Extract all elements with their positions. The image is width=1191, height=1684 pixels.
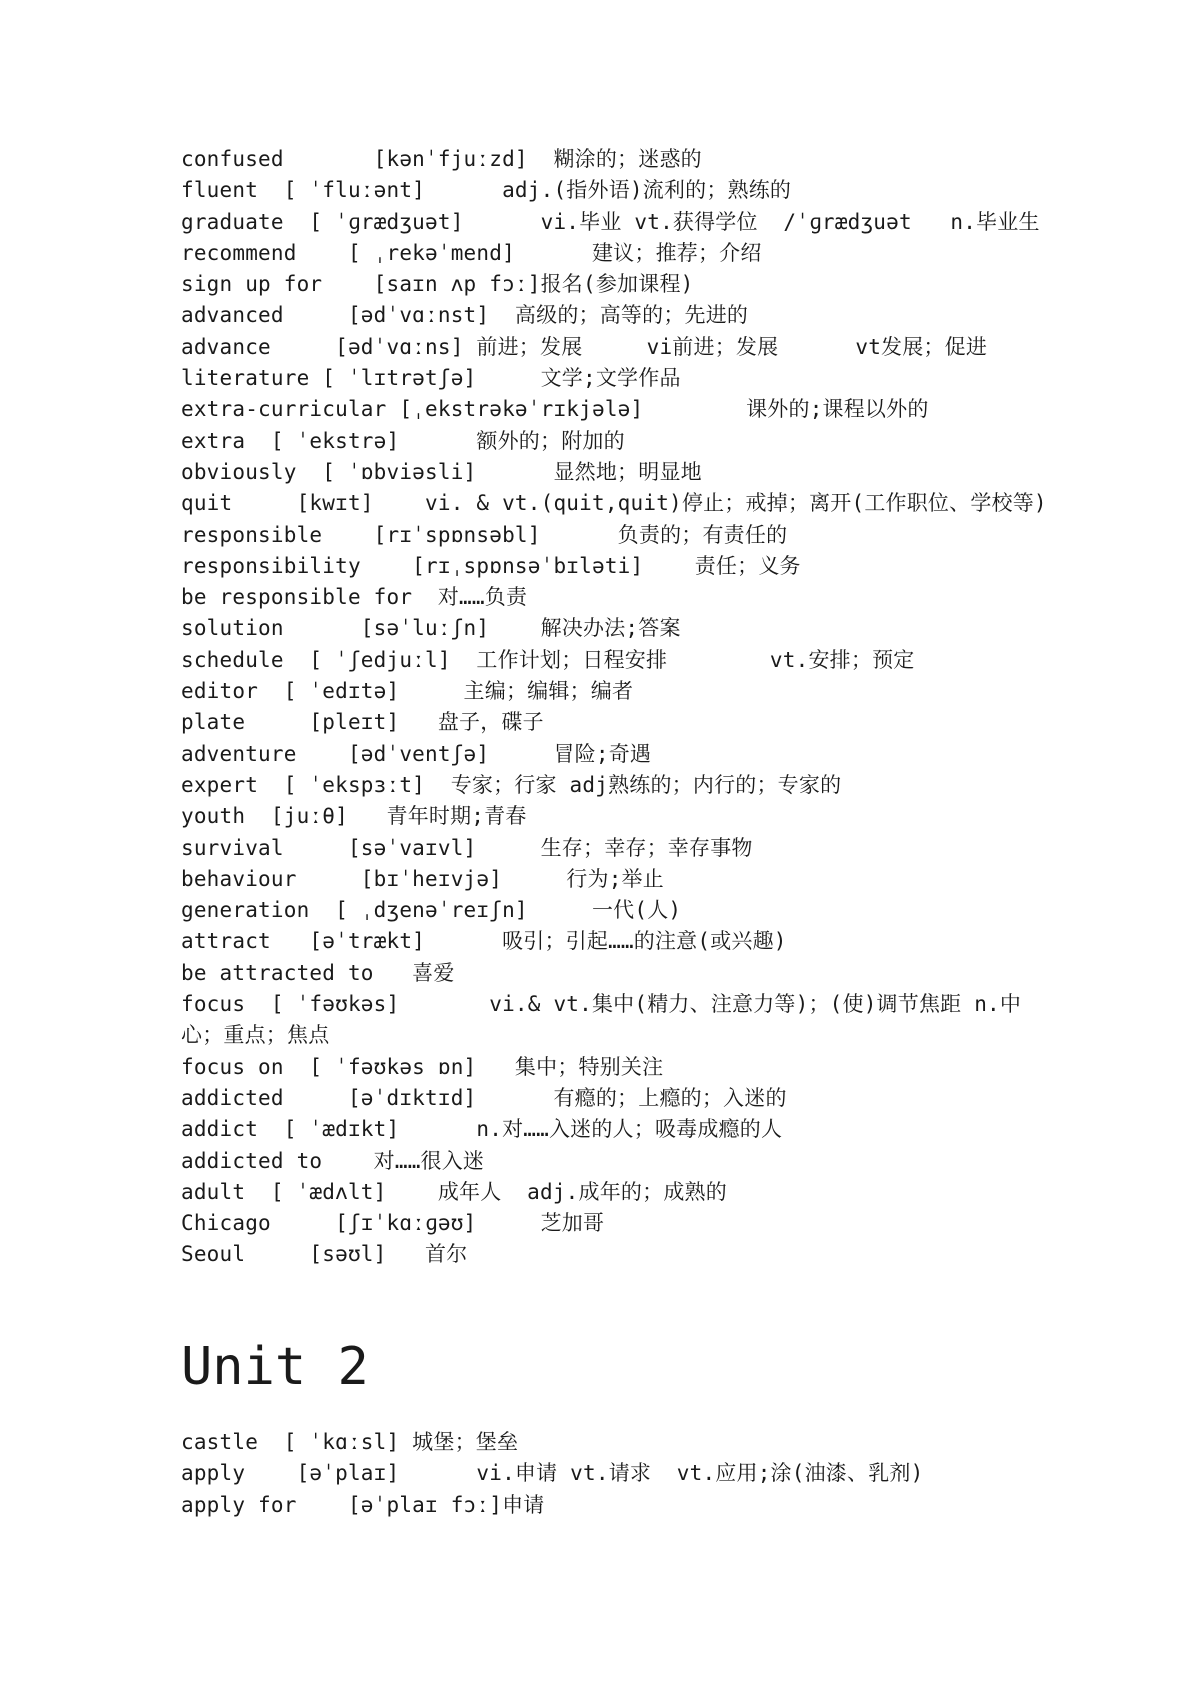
vocab-entry: addicted [əˈdɪktɪd] 有瘾的；上瘾的；入迷的 — [181, 1085, 787, 1110]
vocab-entry: youth [juːθ] 青年时期;青春 — [181, 804, 527, 829]
vocab-entry: survival [səˈvaɪvl] 生存；幸存；幸存事物 — [181, 835, 753, 860]
vocab-entry: extra [ ˈekstrə] 额外的；附加的 — [181, 428, 625, 453]
vocab-entry: focus [ ˈfəʊkəs] vi.& vt.集中(精力、注意力等)；(使)调节焦距 n.中心；重点；焦点 — [181, 992, 1022, 1048]
vocab-entry: responsible [rɪˈspɒnsəbl] 负责的；有责任的 — [181, 522, 788, 547]
vocab-entry: fluent [ ˈfluːənt] adj.(指外语)流利的；熟练的 — [181, 178, 792, 203]
vocab-entry: apply [əˈplaɪ] vi.申请 vt.请求 vt.应用;涂(油漆、乳剂) — [181, 1461, 924, 1486]
vocab-entry: behaviour [bɪˈheɪvjə] 行为;举止 — [181, 866, 664, 891]
vocab-entry: extra-curricular [ˌekstrəkəˈrɪkjələ] 课外的;课程以外的 — [181, 397, 929, 422]
vocab-entry: be attracted to 喜爱 — [181, 960, 455, 985]
vocab-entry: graduate [ ˈɡrædʒuət] vi.毕业 vt.获得学位 /ˈɡrædʒuət n.毕业生 — [181, 209, 1040, 234]
vocab-entry: schedule [ ˈʃedjuːl] 工作计划；日程安排 vt.安排；预定 — [181, 647, 915, 672]
vocab-entry: expert [ ˈekspɜːt] 专家；行家 adj熟练的；内行的；专家的 — [181, 772, 842, 797]
vocab-entry: addicted to 对……很入迷 — [181, 1148, 485, 1173]
unit2-vocabulary-list — [181, 1427, 1061, 1521]
vocab-entry: editor [ ˈedɪtə] 主编；编辑；编者 — [181, 679, 634, 704]
vocab-entry: Seoul [səʊl] 首尔 — [181, 1242, 468, 1267]
vocab-entry: adult [ ˈædʌlt] 成年人 adj.成年的；成熟的 — [181, 1179, 727, 1204]
vocab-entry: advance [ədˈvɑːns] 前进；发展 vi前进；发展 vt发展；促进 — [181, 334, 988, 359]
vocab-entry: focus on [ ˈfəʊkəs ɒn] 集中；特别关注 — [181, 1054, 664, 1079]
vocab-entry: plate [pleɪt] 盘子，碟子 — [181, 710, 544, 735]
vocab-entry: apply for [əˈplaɪ fɔː]申请 — [181, 1492, 545, 1517]
vocab-entry: sign up for [saɪn ʌp fɔː]报名(参加课程) — [181, 272, 694, 297]
vocab-entry: advanced [ədˈvɑːnst] 高级的；高等的；先进的 — [181, 303, 749, 328]
unit2-heading: Unit 2 — [181, 1337, 369, 1397]
vocab-entry: be responsible for 对……负责 — [181, 585, 528, 610]
vocab-entry: castle [ ˈkɑːsl] 城堡；堡垒 — [181, 1430, 519, 1454]
vocab-entry: attract [əˈtrækt] 吸引；引起……的注意(或兴趣) — [181, 929, 787, 954]
vocab-entry: obviously [ ˈɒbviəsli] 显然地；明显地 — [181, 459, 702, 484]
vocab-entry: addict [ ˈædɪkt] n.对……入迷的人；吸毒成瘾的人 — [181, 1117, 783, 1142]
vocab-entry: Chicago [ʃɪˈkɑːɡəʊ] 芝加哥 — [181, 1211, 605, 1236]
vocab-entry: solution [səˈluːʃn] 解决办法;答案 — [181, 616, 681, 641]
vocab-entry: responsibility [rɪˌspɒnsəˈbɪləti] 责任；义务 — [181, 553, 801, 578]
vocab-entry: literature [ ˈlɪtrətʃə] 文学;文学作品 — [181, 366, 681, 391]
vocab-entry: recommend [ ˌrekəˈmend] 建议；推荐；介绍 — [181, 240, 762, 265]
unit1-vocabulary-list — [181, 144, 1061, 1271]
vocab-entry: adventure [ədˈventʃə] 冒险;奇遇 — [181, 741, 652, 766]
vocab-entry: generation [ ˌdʒenəˈreɪʃn] 一代(人) — [181, 898, 682, 923]
vocab-entry: confused [kənˈfjuːzd] 糊涂的；迷惑的 — [181, 147, 702, 171]
vocab-entry: quit [kwɪt] vi. & vt.(quit,quit)停止；戒掉；离开(工作职位、学校等) — [181, 491, 1047, 516]
